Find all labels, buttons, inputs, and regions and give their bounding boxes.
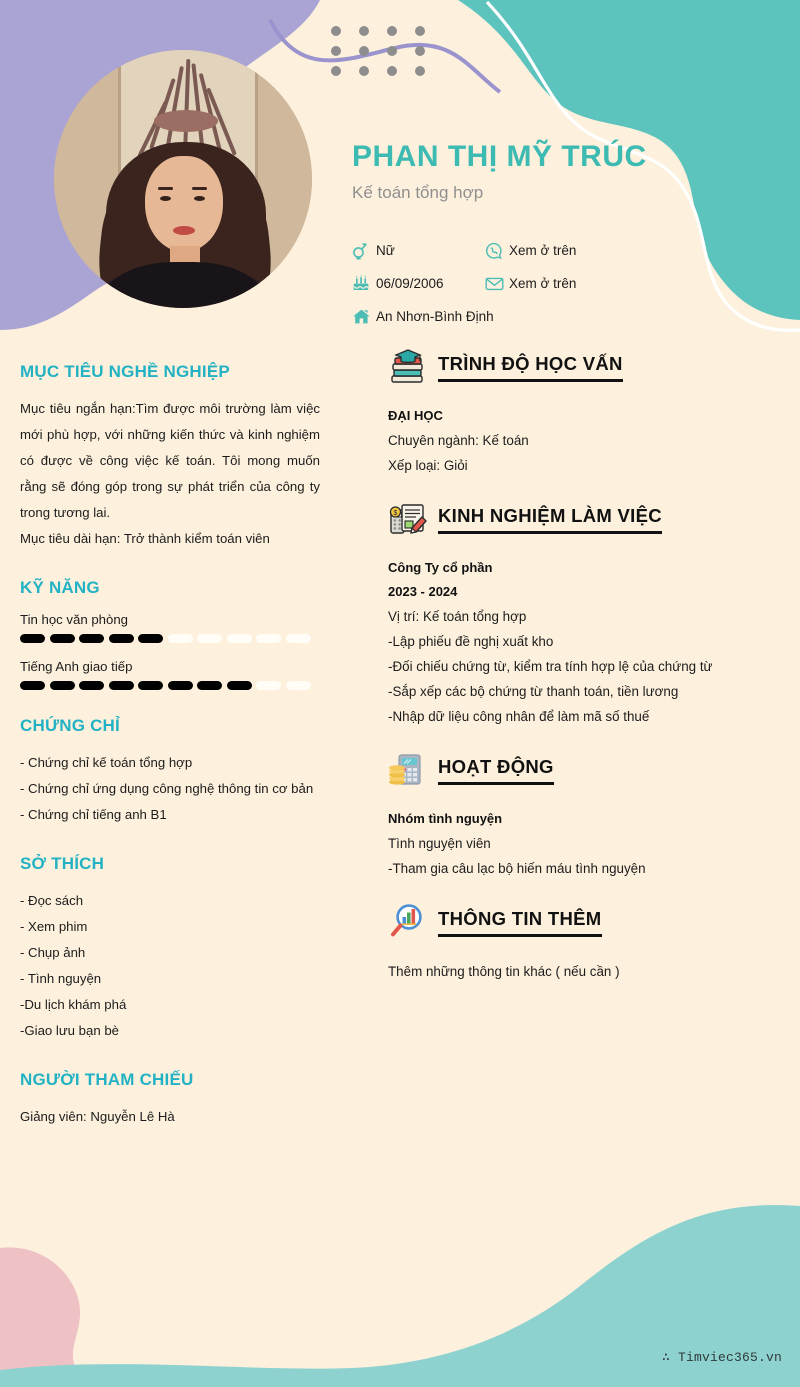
section-title-wrap xyxy=(438,353,623,382)
hobby-item: -Giao lưu bạn bè xyxy=(20,1023,120,1038)
section-body xyxy=(386,807,786,881)
section-header xyxy=(386,899,786,945)
skill-pip xyxy=(256,681,281,690)
main-content xyxy=(386,344,786,1002)
experience-line: -Đối chiếu chứng từ, kiểm tra tính hợp lệ của chứng từ xyxy=(388,659,713,674)
skill-pip xyxy=(109,681,134,690)
section-header xyxy=(386,344,786,390)
experience-line: -Nhập dữ liệu công nhân để làm mã số thuế xyxy=(388,709,650,724)
skill-pip xyxy=(197,634,222,643)
additional-line: Thêm những thông tin khác ( nếu cần ) xyxy=(388,964,620,979)
dot xyxy=(359,66,369,76)
section-title-hobbies: SỞ THÍCH xyxy=(20,854,105,873)
contact-whatsapp[interactable] xyxy=(485,242,576,260)
hobby-item: -Du lịch khám phá xyxy=(20,997,127,1012)
hobbies-list xyxy=(20,888,320,1044)
section-title-activities: HOẠT ĐỘNG xyxy=(438,756,554,785)
section-title-additional: THÔNG TIN THÊM xyxy=(438,908,602,937)
dot xyxy=(387,46,397,56)
contact-row xyxy=(352,267,682,300)
certificate-item: - Chứng chỉ tiếng anh B1 xyxy=(20,807,167,822)
birthday-cake-icon xyxy=(352,275,376,292)
contact-value: Nữ xyxy=(376,243,395,258)
skill-pip xyxy=(197,681,222,690)
sidebar xyxy=(20,362,320,1156)
activities-lines xyxy=(388,831,786,881)
activity-line: Tình nguyện viên xyxy=(388,836,491,851)
skill-level-meter xyxy=(20,634,320,643)
section-title-experience: KINH NGHIỆM LÀM VIỆC xyxy=(438,505,662,534)
experience-period: 2023 - 2024 xyxy=(388,584,458,599)
dot xyxy=(331,46,341,56)
section-additional xyxy=(386,899,786,984)
dot xyxy=(359,46,369,56)
skill-pip xyxy=(50,681,75,690)
contact-gender xyxy=(352,242,485,260)
skill-pip xyxy=(79,634,104,643)
objective-paragraph: Mục tiêu ngắn hạn:Tìm được môi trường làm việc mới phù hợp, với những kiến thức và kinh nghiệm có được về công việc kế toán. Tôi mong muốn rằng sẽ đóng góp trong sự phát triển của công ty trong tương lai. xyxy=(20,401,320,520)
education-level: ĐẠI HỌC xyxy=(388,408,443,423)
dot xyxy=(359,26,369,36)
section-skills xyxy=(20,578,320,690)
section-body xyxy=(386,556,786,729)
dot xyxy=(331,26,341,36)
section-hobbies xyxy=(20,854,320,1044)
section-education xyxy=(386,344,786,478)
skill-pip xyxy=(20,681,45,690)
contact-birthday xyxy=(352,275,485,292)
section-title-wrap xyxy=(438,908,602,937)
section-header xyxy=(386,747,786,793)
skill-name: Tin học văn phòng xyxy=(20,612,129,627)
skill-pip xyxy=(227,681,252,690)
section-certificates xyxy=(20,716,320,828)
calculator-coins-icon xyxy=(386,749,432,791)
dot-grid-decoration xyxy=(331,26,443,86)
experience-line: -Sắp xếp các bộ chứng từ thanh toán, tiền lương xyxy=(388,684,679,699)
home-icon xyxy=(352,308,376,325)
certificates-list xyxy=(20,750,320,828)
skill-pip xyxy=(286,681,311,690)
certificate-item: - Chứng chỉ kế toán tổng hợp xyxy=(20,755,193,770)
hobby-item: - Chụp ảnh xyxy=(20,945,86,960)
magnifier-chart-icon xyxy=(386,901,432,943)
gender-icon xyxy=(352,242,376,260)
skill-pip xyxy=(50,634,75,643)
section-body xyxy=(386,404,786,478)
skill-pip xyxy=(227,634,252,643)
section-header xyxy=(386,496,786,542)
experience-line: -Lập phiếu đề nghị xuất kho xyxy=(388,634,554,649)
additional-lines xyxy=(388,959,786,984)
contact-value: An Nhơn-Bình Định xyxy=(376,309,494,324)
contact-list xyxy=(352,234,682,333)
skill-pip xyxy=(168,634,193,643)
section-body xyxy=(386,959,786,984)
section-reference xyxy=(20,1070,320,1130)
reference-list xyxy=(20,1104,320,1130)
education-lines xyxy=(388,428,786,478)
skill-pip xyxy=(168,681,193,690)
contact-value: 06/09/2006 xyxy=(376,276,444,291)
activity-line: -Tham gia câu lạc bộ hiến máu tình nguyện xyxy=(388,861,646,876)
section-title-wrap xyxy=(438,756,554,785)
experience-line: Vị trí: Kế toán tổng hợp xyxy=(388,609,527,624)
dot xyxy=(331,66,341,76)
activities-group: Nhóm tình nguyện xyxy=(388,811,503,826)
face xyxy=(145,156,223,252)
objective-paragraph-last: Mục tiêu dài hạn: Trở thành kiểm toán viên xyxy=(20,531,270,546)
whatsapp-icon xyxy=(485,242,509,260)
photo-ornament xyxy=(154,110,218,132)
eyebrow-left xyxy=(158,187,173,190)
contact-row xyxy=(352,300,682,333)
avatar xyxy=(54,50,312,308)
skill-pip xyxy=(256,634,281,643)
dot xyxy=(387,26,397,36)
section-title-certificates: CHỨNG CHỈ xyxy=(20,716,120,735)
contact-email[interactable] xyxy=(485,276,576,291)
calculator-document-icon xyxy=(386,498,432,540)
contact-address xyxy=(352,308,494,325)
lips xyxy=(173,226,195,235)
eye-left xyxy=(160,196,171,201)
section-objective xyxy=(20,362,320,552)
skill-pip xyxy=(138,634,163,643)
page-title: PHAN THỊ MỸ TRÚC xyxy=(352,140,647,173)
section-title-reference: NGƯỜI THAM CHIẾU xyxy=(20,1070,194,1089)
job-title: Kế toán tổng hợp xyxy=(352,182,484,202)
skill-pip xyxy=(79,681,104,690)
experience-lines xyxy=(388,604,786,729)
hobby-item: - Đọc sách xyxy=(20,893,84,908)
section-title-wrap xyxy=(438,505,662,534)
skill-name: Tiếng Anh giao tiếp xyxy=(20,659,133,674)
skill-item xyxy=(20,612,320,643)
contact-value: Xem ở trên xyxy=(509,243,577,258)
education-line: Chuyên ngành: Kế toán xyxy=(388,433,529,448)
section-title-education: TRÌNH ĐỘ HỌC VẤN xyxy=(438,353,623,382)
envelope-icon xyxy=(485,276,509,291)
footer-brand: ∴ Timviec365.vn xyxy=(661,1350,782,1365)
dot xyxy=(415,26,425,36)
hobby-item: - Xem phim xyxy=(20,919,88,934)
certificate-item: - Chứng chỉ ứng dụng công nghệ thông tin cơ bản xyxy=(20,781,314,796)
contact-row xyxy=(352,234,682,267)
section-activities xyxy=(386,747,786,881)
graduation-books-icon xyxy=(386,346,432,388)
skill-pip xyxy=(109,634,134,643)
hobby-item: - Tình nguyện xyxy=(20,971,102,986)
skill-pip xyxy=(138,681,163,690)
section-title-skills: KỸ NĂNG xyxy=(20,578,100,597)
education-line: Xếp loại: Giỏi xyxy=(388,458,468,473)
skill-item xyxy=(20,659,320,690)
section-experience xyxy=(386,496,786,729)
dot xyxy=(415,66,425,76)
dot xyxy=(387,66,397,76)
experience-company: Công Ty cổ phần xyxy=(388,560,493,575)
section-title-objective: MỤC TIÊU NGHỀ NGHIỆP xyxy=(20,362,230,381)
skill-pip xyxy=(20,634,45,643)
svg-text:$: $ xyxy=(393,510,398,517)
skill-level-meter xyxy=(20,681,320,690)
skills-list xyxy=(20,612,320,690)
dot xyxy=(415,46,425,56)
header-info xyxy=(352,140,682,203)
reference-item: Giảng viên: Nguyễn Lê Hà xyxy=(20,1109,175,1124)
skill-pip xyxy=(286,634,311,643)
eyebrow-right xyxy=(192,187,207,190)
eye-right xyxy=(194,196,205,201)
contact-value: Xem ở trên xyxy=(509,276,577,291)
